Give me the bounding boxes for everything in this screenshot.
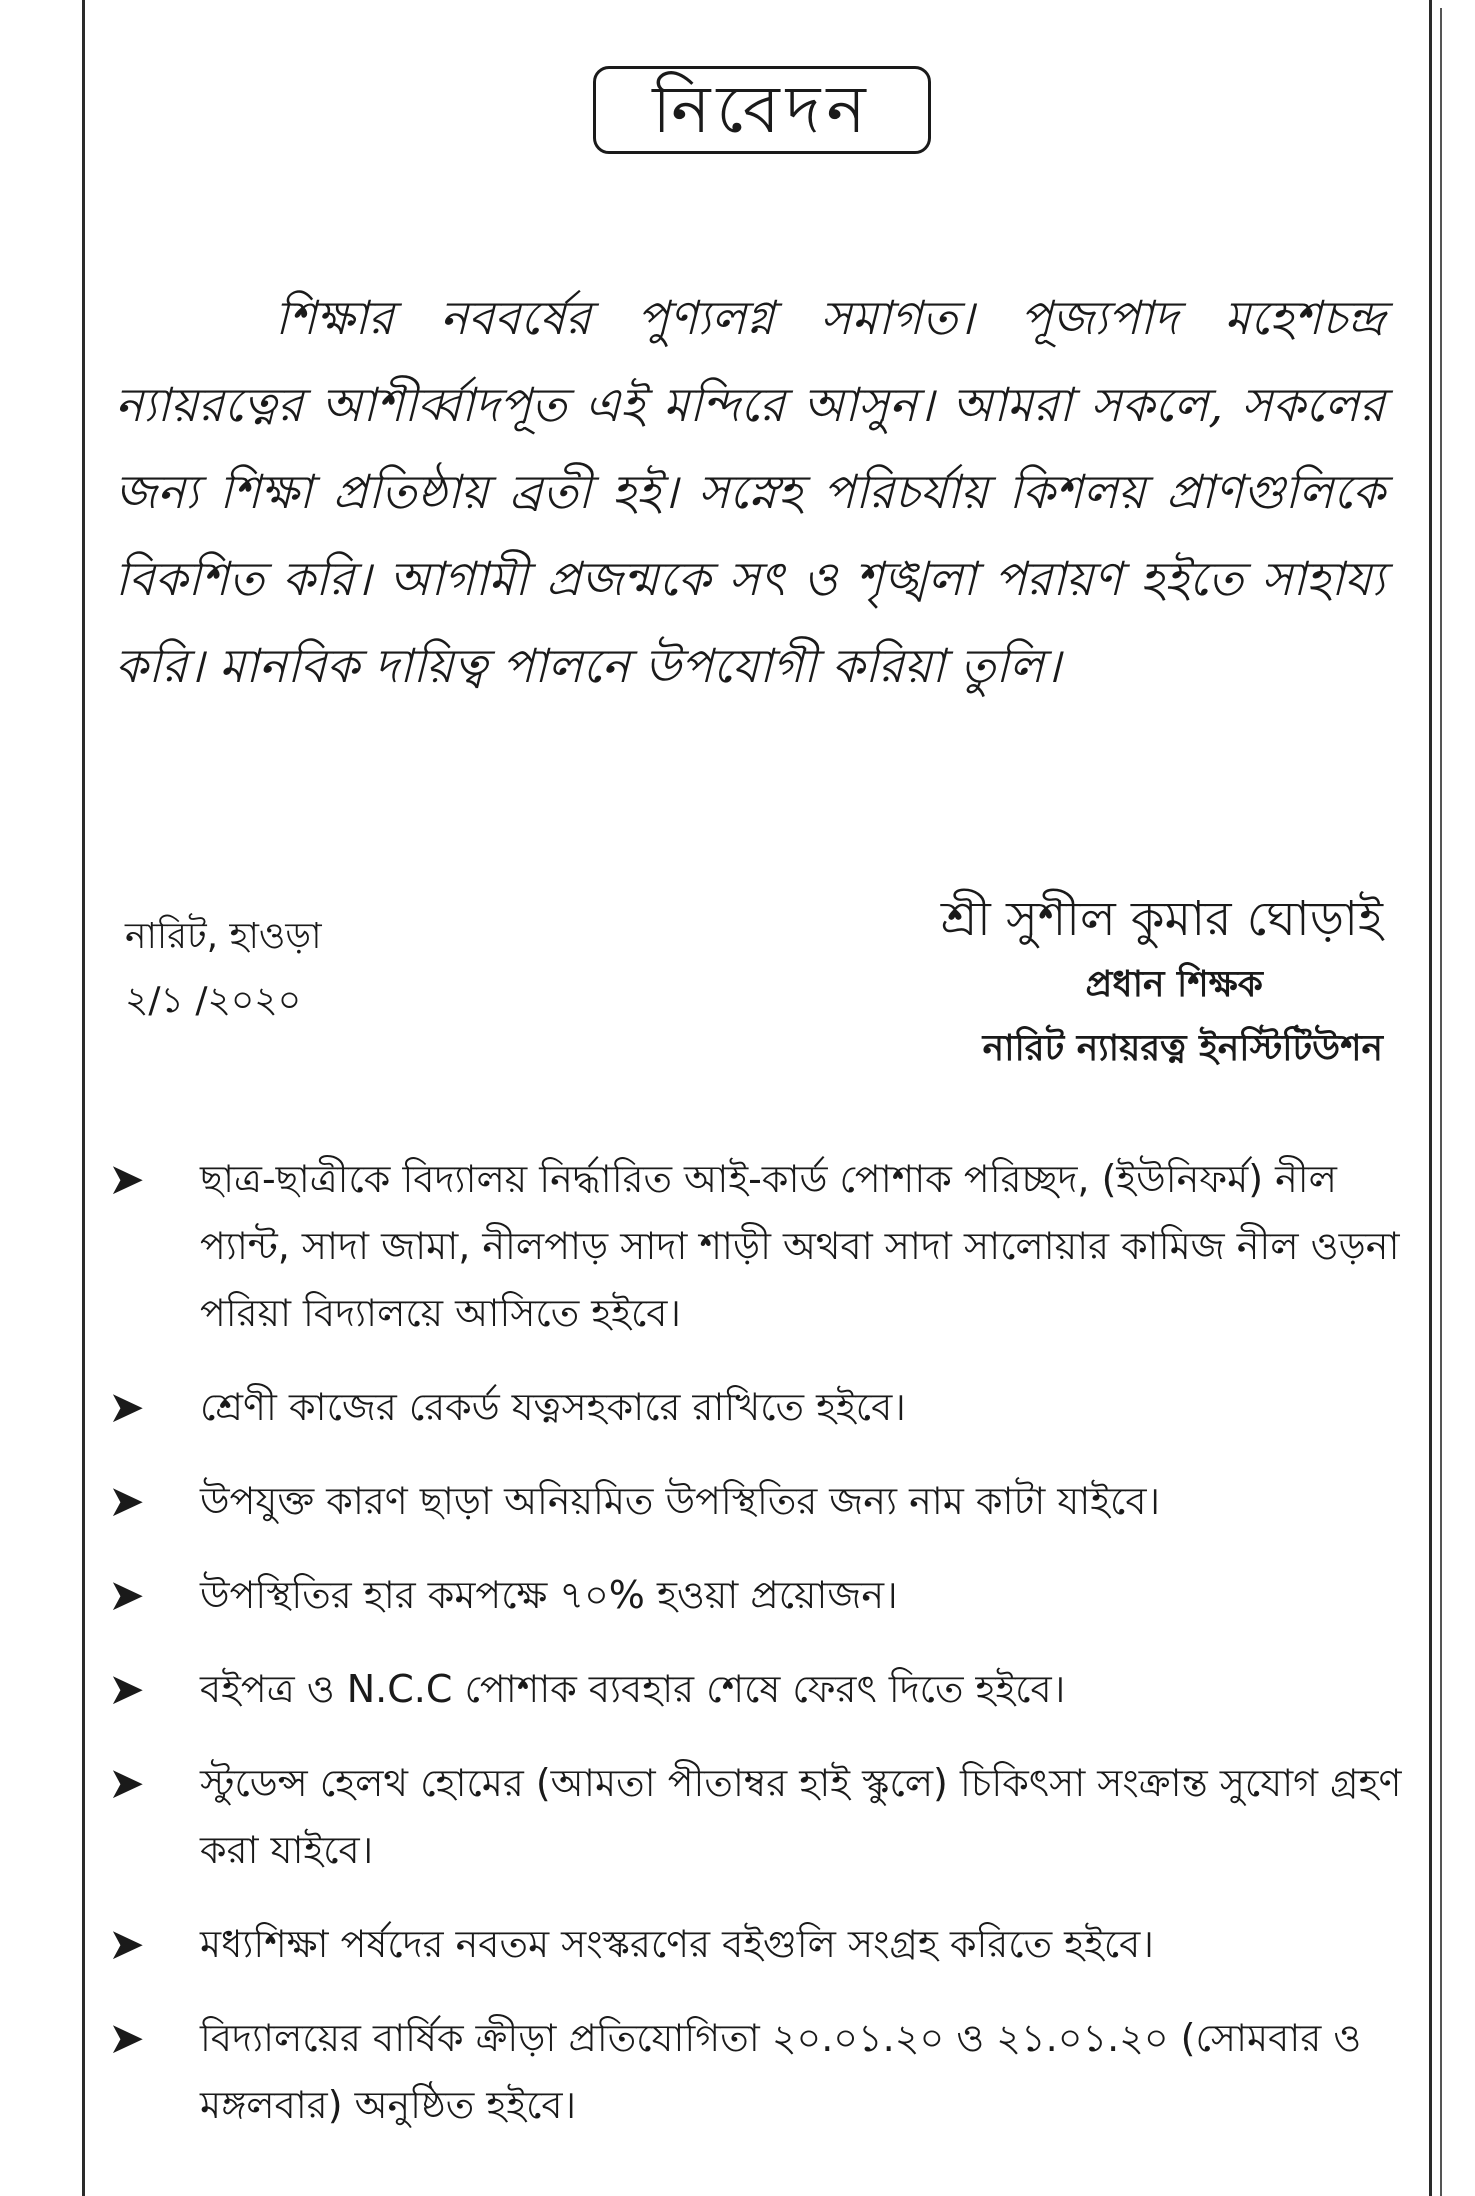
rule-item <box>108 1374 1408 1441</box>
rule-item <box>108 1562 1408 1629</box>
arrow-right-icon: ➤ <box>108 1476 145 1527</box>
school-name: নারিট ন্যায়রত্ন ইনস্টিটিউশন <box>982 1028 1383 1069</box>
place-text: নারিট, হাওড়া <box>125 916 322 957</box>
rule-item <box>108 1750 1408 1884</box>
rule-text: বিদ্যালয়ের বার্ষিক ক্রীড়া প্রতিযোগিতা ২০.০১.২০ ও ২১.০১.২০ (সোমবার ও মঙ্গলবার) অনুষ্ঠিত হইবে। <box>200 2016 1362 2127</box>
rule-text: মধ্যশিক্ষা পর্ষদের নবতম সংস্করণের বইগুলি সংগ্রহ করিতে হইবে। <box>200 1922 1154 1966</box>
rule-item <box>108 1656 1408 1723</box>
date-text: ২/১ /২০২০ <box>125 980 302 1021</box>
arrow-right-icon: ➤ <box>108 1382 145 1433</box>
rule-text: বইপত্র ও N.C.C পোশাক ব্যবহার শেষে ফেরৎ দিতে হইবে। <box>200 1667 1066 1711</box>
signatory-title: প্রধান শিক্ষক <box>1085 964 1263 1005</box>
arrow-right-icon: ➤ <box>108 2013 145 2064</box>
rule-text: ছাত্র-ছাত্রীকে বিদ্যালয় নির্দ্ধারিত আই-কার্ড পোশাক পরিচ্ছদ, (ইউনিফর্ম) নীল প্যান্ট, সাদা জামা, নীলপাড় সাদা শাড়ী অথবা সাদা সালোয়ার কামিজ নীল ওড়না পরিয়া বিদ্যালয়ে আসিতে হইবে। <box>200 1157 1400 1335</box>
page-edge <box>1440 8 1446 2196</box>
arrow-right-icon: ➤ <box>108 1919 145 1970</box>
rule-text: উপযুক্ত কারণ ছাড়া অনিয়মিত উপস্থিতির জন্য নাম কাটা যাইবে। <box>200 1479 1161 1523</box>
signatory-name: শ্রী সুশীল কুমার ঘোড়াই <box>940 891 1383 947</box>
rule-text: শ্রেণী কাজের রেকর্ড যত্নসহকারে রাখিতে হইবে। <box>200 1385 906 1429</box>
rule-text: উপস্থিতির হার কমপক্ষে ৭০% হওয়া প্রয়োজন। <box>200 1573 898 1617</box>
arrow-right-icon: ➤ <box>108 1758 145 1809</box>
page-title: নিবেদন <box>593 66 931 154</box>
rule-item <box>108 1146 1408 1347</box>
arrow-right-icon: ➤ <box>108 1664 145 1715</box>
arrow-right-icon: ➤ <box>108 1154 145 1205</box>
rules-list <box>108 1146 1408 2166</box>
signature-block <box>941 886 1383 1080</box>
rule-item <box>108 2005 1408 2139</box>
rule-item <box>108 1911 1408 1978</box>
rule-item <box>108 1468 1408 1535</box>
arrow-right-icon: ➤ <box>108 1570 145 1621</box>
rule-text: স্টুডেন্স হেলথ হোমের (আমতা পীতাম্বর হাই স্কুলে) চিকিৎসা সংক্রান্ত সুযোগ গ্রহণ করা যাইবে। <box>200 1761 1402 1872</box>
intro-paragraph: শিক্ষার নববর্ষের পুণ্যলগ্ন সমাগত। পূজ্যপাদ মহেশচন্দ্র ন্যায়রত্নের আশীর্ব্বাদপূত এই মন্দিরে আসুন। আমরা সকলে, সকলের জন্য শিক্ষা প্রতিষ্ঠায় ব্রতী হই। সস্নেহ পরিচর্যায় কিশলয় প্রাণগুলিকে বিকশিত করি। আগামী প্রজন্মকে সৎ ও শৃঙ্খলা পরায়ণ হইতে সাহায্য করি। মানবিক দায়িত্ব পালনে উপযোগী করিয়া তুলি। <box>115 291 1385 694</box>
place-date-block <box>125 905 322 1033</box>
